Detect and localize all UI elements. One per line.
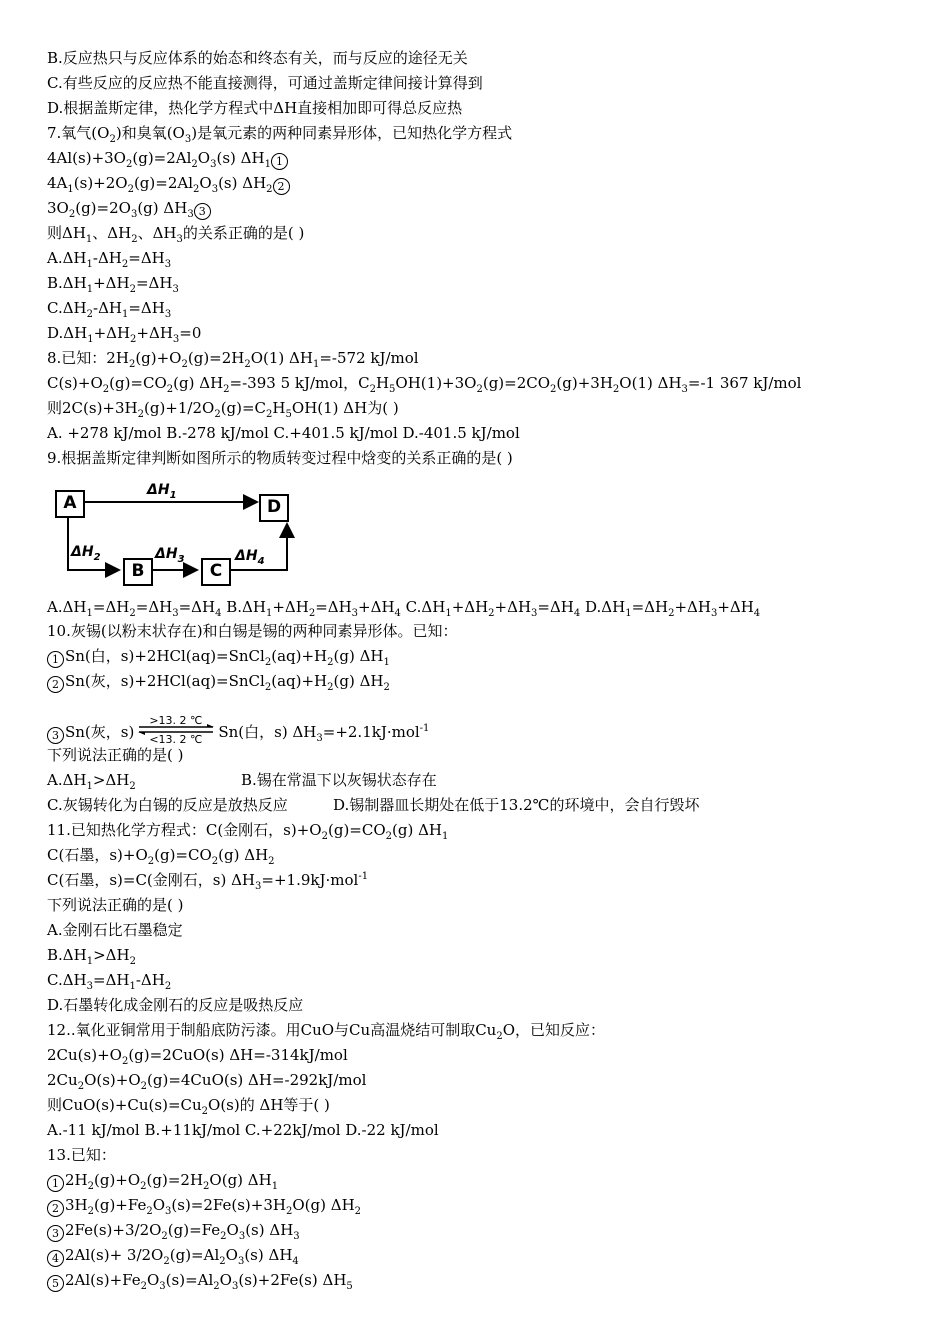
q9-options: $A.\Delta H_1=\Delta H_2=\Delta H_3=\Delta H_4$ $B.\Delta H_1+\Delta H_2=\Delta H_3+\Delta H_4$ $C.\Delta H_1+\Delta H_2+\Delta H_3=\Delta H_4$ $D.\Delta H_1=\Delta H_2+\Delta H_3+\Delta H_4$ bbox=[47, 598, 761, 619]
q10-option-d: D.锡制器皿长期处在低于13.2℃的环境中，会自行毁坏 bbox=[333, 796, 700, 814]
q7-question: 则$\Delta H_1$、$\Delta H_2$、$\Delta H_3$的关系正确的是( ) bbox=[47, 224, 305, 245]
q10-stem: 10.灰锡(以粉末状存在)和白锡是锡的两种同素异形体。已知： bbox=[47, 622, 458, 640]
q10-option-c: C.灰锡转化为白锡的反应是放热反应 bbox=[47, 796, 288, 814]
q6-option-c: C.有些反应的反应热不能直接测得，可通过盖斯定律间接计算得到 bbox=[47, 74, 483, 92]
q7-stem: 7.氧气$(O_2)$和臭氧$(O_3)$是氧元素的两种同素异形体，已知热化学方程式 bbox=[47, 124, 513, 145]
label-dh1: $\Delta H_1$ bbox=[147, 482, 177, 501]
q12-equation-2: $2Cu_2O(s)+O_2(g)=4CuO(s)$ ΔH=-292kJ/mol bbox=[47, 1071, 367, 1092]
q8-stem: 8.已知：$2H_2(g)+O_2(g)=2H_2O(1)$ $\Delta H_1=-572$ kJ/mol bbox=[47, 349, 419, 370]
q10-equation-1: 1 Sn(白，$s)+2HCl(aq)=SnCl_2(aq)+H_2(g)$ $\Delta H_1$ bbox=[47, 646, 390, 668]
q10-equation-3 bbox=[47, 714, 430, 746]
q9-stem: 9.根据盖斯定律判断如图所示的物质转变过程中焓变的关系正确的是( ) bbox=[47, 449, 513, 467]
q12-options: A.-11 kJ/mol B.+11kJ/mol C.+22kJ/mol D.-22 kJ/mol bbox=[47, 1121, 439, 1139]
q6-option-b: B.反应热只与反应体系的始态和终态有关，而与反应的途径无关 bbox=[47, 49, 468, 67]
q13-equation-1: 1 $2H_2(g)+O_2(g)=2H_2O(g)$ $\Delta H_1$ bbox=[47, 1170, 278, 1192]
q11-option-a: A.金刚石比石墨稳定 bbox=[47, 921, 183, 939]
q12-equation-1: $2Cu(s)+O_2(g)=2CuO(s)$ ΔH=-314kJ/mol bbox=[47, 1046, 348, 1067]
node-a: A bbox=[55, 490, 85, 518]
q10-equation-2: 2 Sn(灰，$s)+2HCl(aq)=SnCl_2(aq)+H_2(g)$ $\Delta H_2$ bbox=[47, 671, 390, 693]
q13-equation-5: 5 $2Al(s)+Fe_2O_3(s)=Al_2O_3(s)+2Fe(s)$ $\Delta H_5$ bbox=[47, 1270, 353, 1292]
node-c: C bbox=[201, 558, 231, 586]
node-d: D bbox=[259, 494, 289, 522]
q7-equation-3: $3O_2(g)=2O_3(g)$ $\Delta H_3$ 3 bbox=[47, 198, 212, 220]
condition-above: >13. 2 ℃ bbox=[149, 714, 203, 727]
reversible-condition-arrows bbox=[137, 714, 215, 746]
q11-option-b: $B.\Delta H_1>\Delta H_2$ bbox=[47, 946, 136, 967]
q11-equation-3: C(石墨，s)=C(金刚石，s) $\Delta H_3=+1.9kJ\cdot mol^{-1}$ bbox=[47, 871, 369, 892]
q13-equation-3: 3 $2Fe(s)+3/2O_2(g)=Fe_2O_3(s)$ $\Delta H_3$ bbox=[47, 1220, 300, 1242]
q12-question: 则$CuO(s)+Cu(s)=Cu_2O(s)$的 ΔH等于( ) bbox=[47, 1096, 330, 1117]
q11-equation-2: C(石墨，$s)+O_2(g)=CO_2(g)$ $\Delta H_2$ bbox=[47, 846, 275, 867]
q10-option-a: $A.\Delta H_1>\Delta H_2$ bbox=[47, 771, 136, 792]
q8-equation-2: $C(s)+O_2(g)=CO_2(g)$ $\Delta H_2=-393$ 5 kJ/mol，$C_2H_5OH(1)+3O_2(g)=2CO_2(g)+3H_2O(1)$ $\Delta H_3=-1$ 367 kJ/mol bbox=[47, 374, 802, 395]
q7-option-b: $B.\Delta H_1+\Delta H_2=\Delta H_3$ bbox=[47, 274, 179, 295]
q11-question: 下列说法正确的是( ) bbox=[47, 896, 184, 914]
q10-question: 下列说法正确的是( ) bbox=[47, 746, 184, 764]
q7-option-a: $A.\Delta H_1-\Delta H_2=\Delta H_3$ bbox=[47, 249, 172, 270]
node-b: B bbox=[123, 558, 153, 586]
label-dh2: $\Delta H_2$ bbox=[71, 544, 101, 563]
q7-equation-2: $4A_1(s)+2O_2(g)=2Al_2O_3(s)$ $\Delta H_2$ 2 bbox=[47, 173, 291, 195]
q8-options: A. +278 kJ/mol B.-278 kJ/mol C.+401.5 kJ/mol D.-401.5 kJ/mol bbox=[47, 424, 520, 442]
q13-equation-4: 4 $2Al(s)+ 3/2O_2(g)=Al_2O_3(s)$ $\Delta H_4$ bbox=[47, 1245, 299, 1267]
q12-stem: 12..氧化亚铜常用于制船底防污漆。用CuO与Cu高温烧结可制取$Cu_2O$，已知反应： bbox=[47, 1021, 606, 1042]
q6-option-d: D.根据盖斯定律，热化学方程式中ΔH直接相加即可得总反应热 bbox=[47, 99, 463, 117]
label-dh3: $\Delta H_3$ bbox=[155, 546, 185, 565]
q11-stem: 11.已知热化学方程式：C(金刚石，$s)+O_2(g)=CO_2(g)$ $\Delta H_1$ bbox=[47, 821, 449, 842]
q13-stem: 13.已知： bbox=[47, 1146, 116, 1164]
q7-option-d: $D.\Delta H_1+\Delta H_2+\Delta H_3=0$ bbox=[47, 324, 202, 345]
q13-equation-2: 2 $3H_2(g)+Fe_2O_3(s)=2Fe(s)+3H_2O(g)$ $\Delta H_2$ bbox=[47, 1195, 361, 1217]
enthalpy-path-diagram bbox=[47, 480, 307, 588]
q11-option-d: D.石墨转化成金刚石的反应是吸热反应 bbox=[47, 996, 304, 1014]
label-dh4: $\Delta H_4$ bbox=[235, 548, 265, 567]
q10-eq3-left: 3 Sn(灰，s) bbox=[47, 723, 134, 741]
q8-question: 则$2C(s)+3H_2(g)+1/2O_2(g)=C_2H_5OH(1)$ ΔH为( ) bbox=[47, 399, 399, 420]
q11-option-c: $C.\Delta H_3=\Delta H_1-\Delta H_2$ bbox=[47, 971, 172, 992]
condition-below: <13. 2 ℃ bbox=[149, 733, 203, 746]
q10-eq3-right: Sn(白，s) $\Delta H_3=+2.1kJ\cdot mol^{-1}$ bbox=[218, 723, 430, 744]
q7-equation-1: $4Al(s)+3O_2(g)=2Al_2O_3(s)$ $\Delta H_1$ 1 bbox=[47, 148, 289, 170]
q7-option-c: $C.\Delta H_2-\Delta H_1=\Delta H_3$ bbox=[47, 299, 172, 320]
q10-option-b: B.锡在常温下以灰锡状态存在 bbox=[241, 771, 437, 789]
